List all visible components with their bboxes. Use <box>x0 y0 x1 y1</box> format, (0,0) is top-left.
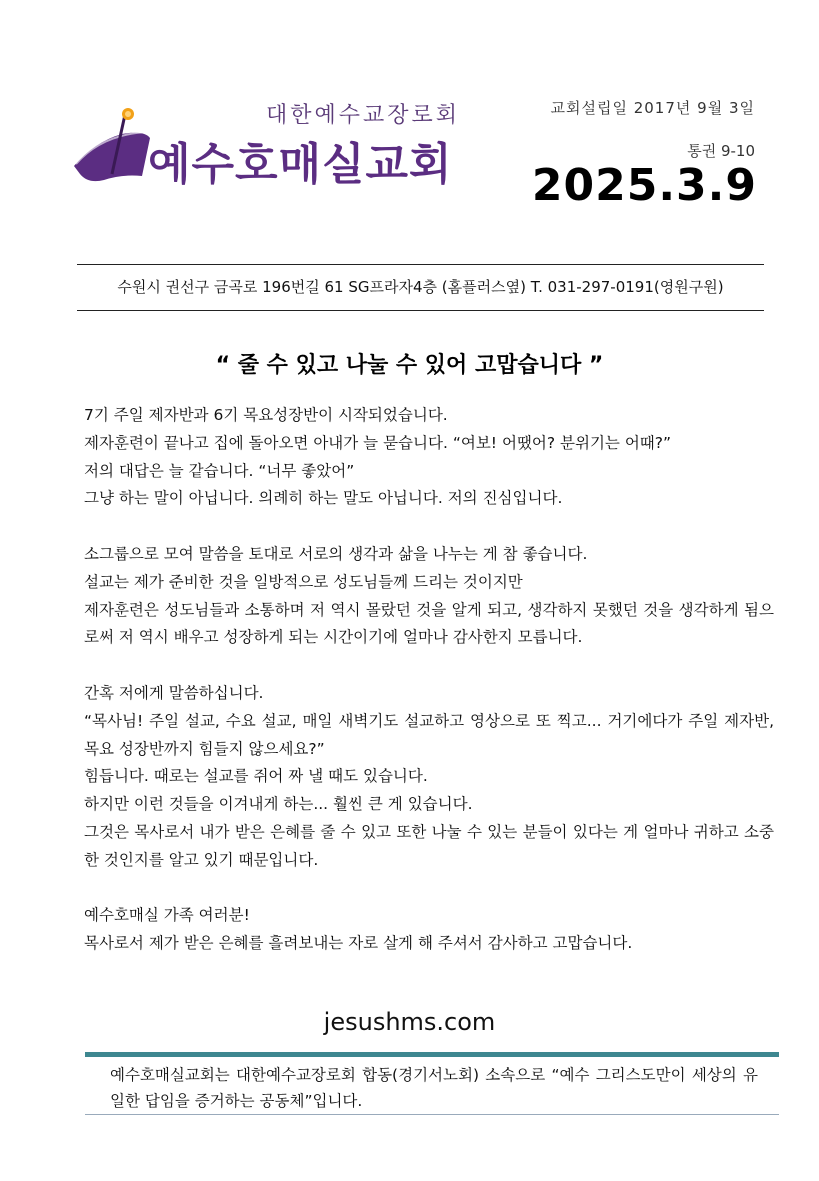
text-line: “목사님! 주일 설교, 수요 설교, 매일 새벽기도 설교하고 영상으로 또 찍고... 거기에다가 주일 제자반, 목요 성장반까지 힘들지 않으세요?” <box>84 711 774 758</box>
column-body <box>84 402 774 958</box>
header-top-rule <box>77 264 764 265</box>
text-line: 제자훈련이 끝나고 집에 돌아오면 아내가 늘 묻습니다. “여보! 어땠어? 분위기는 어때?” <box>84 433 672 452</box>
text-line: 힘듭니다. 때로는 설교를 쥐어 짜 낼 때도 있습니다. <box>84 767 428 786</box>
website-url[interactable]: jesushms.com <box>323 1008 496 1036</box>
text-line: 목사로서 제가 받은 은혜를 흘려보내는 자로 살게 해 주셔서 감사하고 고맙습니다. <box>84 934 633 953</box>
footer-bottom-rule <box>85 1114 779 1115</box>
header-bottom-rule <box>77 310 764 311</box>
text-line: 제자훈련은 성도님들과 소통하며 저 역시 몰랐던 것을 알게 되고, 생각하지 못했던 것을 생각하게 됨으로써 저 역시 배우고 성장하게 되는 시간이기에 얼마나 감사한지 모릅니다. <box>84 600 774 647</box>
text-line: 7기 주일 제자반과 6기 목요성장반이 시작되었습니다. <box>84 406 448 424</box>
paragraph <box>84 402 774 513</box>
text-line: 예수호매실 가족 여러분! <box>84 906 250 925</box>
text-line: 설교는 제가 준비한 것을 일방적으로 성도님들께 드리는 것이지만 <box>84 572 523 591</box>
text-line: 그냥 하는 말이 아닙니다. 의례히 하는 말도 아닙니다. 저의 진심입니다. <box>84 489 563 508</box>
paragraph <box>84 902 774 958</box>
church-logo-icon <box>72 104 152 196</box>
church-statement: 예수호매실교회는 대한예수교장로회 합동(경기서노회) 소속으로 “예수 그리스도만이 세상의 유일한 답임을 증거하는 공동체”입니다. <box>110 1066 758 1110</box>
denomination-name: 대한예수교장로회 <box>266 103 461 128</box>
paragraph <box>84 541 774 652</box>
founding-date: 교회설립일 2017년 9월 3일 <box>550 99 755 117</box>
paragraph <box>84 680 774 875</box>
text-line: 간혹 저에게 말씀하십니다. <box>84 683 264 702</box>
church-name: 예수호매실교회 <box>148 139 453 190</box>
text-line: 그것은 목사로서 내가 받은 은혜를 줄 수 있고 또한 나눌 수 있는 분들이 있다는 게 얼마나 귀하고 소중한 것인지를 알고 있기 때문입니다. <box>84 822 774 869</box>
issue-date: 2025.3.9 <box>531 160 757 211</box>
text-line: 저의 대답은 늘 같습니다. “너무 좋았어” <box>84 461 355 480</box>
sermon-title: “ 줄 수 있고 나눌 수 있어 고맙습니다 ” <box>215 353 604 378</box>
volume-number: 통권 9-10 <box>687 142 755 160</box>
footer-accent-bar <box>85 1052 779 1057</box>
text-line: 소그룹으로 모여 말씀을 토대로 서로의 생각과 삶을 나누는 게 참 좋습니다. <box>84 544 588 563</box>
church-address: 수원시 권선구 금곡로 196번길 61 SG프라자4층 (홈플러스옆) T. 031-297-0191(영원구원) <box>117 278 724 296</box>
text-line: 하지만 이런 것들을 이겨내게 하는... 훨씬 큰 게 있습니다. <box>84 795 473 814</box>
